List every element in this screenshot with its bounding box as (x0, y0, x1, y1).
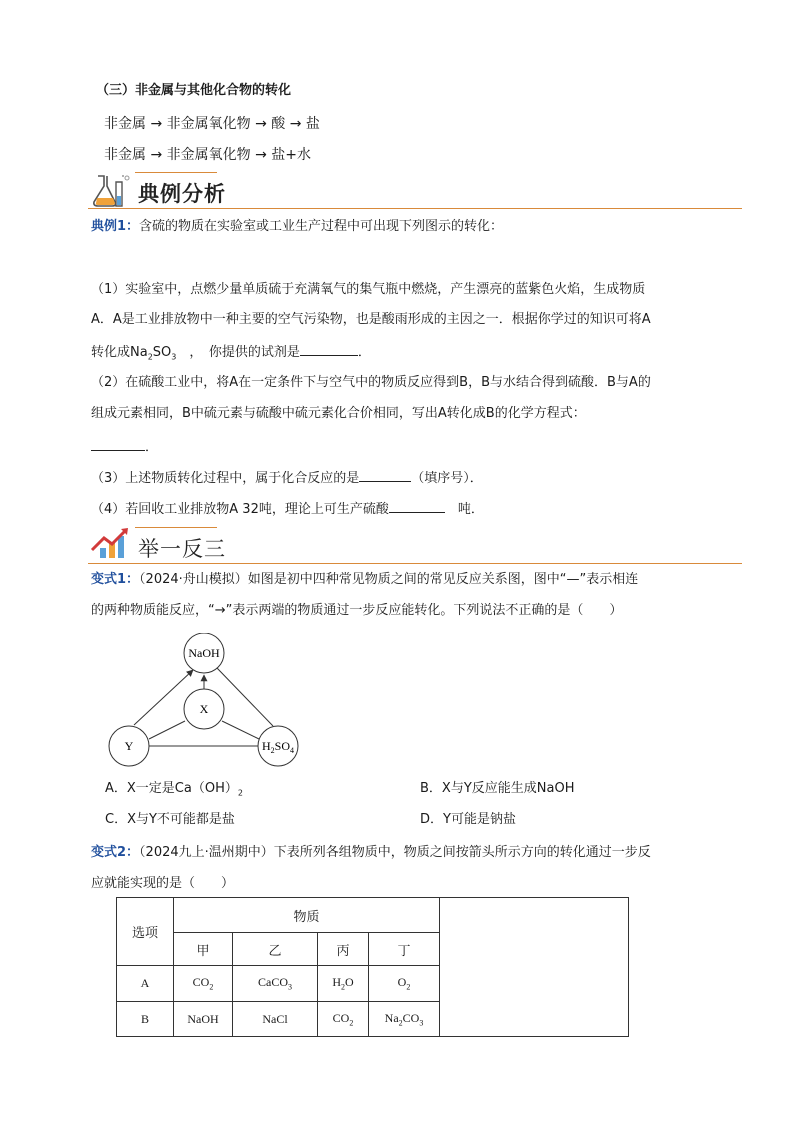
th-ding: 丁 (369, 933, 440, 966)
variant1-option-a[interactable]: A．X一定是$Ca(OH)_2$ (105, 781, 243, 798)
heading-practice: 举一反三 (138, 537, 226, 561)
answer-blank-1[interactable] (300, 341, 358, 356)
th-yi: 乙 (233, 933, 318, 966)
table-blank-cell (440, 898, 629, 1037)
conversion-chain-1: 非金属 → 非金属氧化物 → 酸 → 盐 (104, 116, 320, 132)
example1-q2-line1: （2）在硫酸工业中，将A在一定条件下与空气中的物质反应得到B，B与水结合得到硫酸．B与A的 (91, 375, 651, 390)
example1-q3: （3）上述物质转化过程中，属于化合反应的是 （填序号）． (91, 467, 742, 489)
variant2-line1: 变式2：（2024九上·温州期中）下表所列各组物质中，物质之间按箭头所示方向的转化通过一步反 (91, 845, 651, 860)
heading-top-rule (135, 172, 217, 173)
answer-blank-3[interactable] (359, 467, 411, 482)
reaction-diagram (105, 633, 305, 768)
example1-intro: 典例1：含硫的物质在实验室或工业生产过程中可出现下列图示的转化： (91, 219, 504, 234)
substance-table (116, 897, 629, 1037)
example1-q2-line2: 组成元素相同，B中硫元素与硫酸中硫元素化合价相同，写出A转化成B的化学方程式： (91, 406, 586, 421)
variant1-option-b[interactable]: B．X与Y反应能生成NaOH (420, 781, 575, 796)
th-substance: 物质 (174, 898, 440, 933)
heading-top-rule-2 (135, 527, 217, 528)
example1-q1-line1: （1）实验室中，点燃少量单质硫于充满氧气的集气瓶中燃烧，产生漂亮的蓝紫色火焰，生成物质 (91, 282, 646, 297)
node-h2so4-label: $H_2SO_4$ (262, 739, 295, 755)
heading-rule-example (88, 208, 742, 209)
node-x-label: X (199, 702, 209, 716)
flask-icon (90, 172, 134, 210)
variant2-line2: 应就能实现的是（ ） (91, 876, 235, 891)
node-y-label: Y (124, 739, 134, 753)
heading-example-analysis: 典例分析 (138, 182, 226, 206)
heading-rule-practice (88, 563, 742, 564)
variant1-label: 变式1： (91, 572, 140, 587)
variant1-option-d[interactable]: D．Y可能是钠盐 (420, 812, 516, 827)
variant1-line2: 的两种物质能反应，“→”表示两端的物质通过一步反应能转化。下列说法不正确的是（ ） (91, 603, 623, 618)
section-title: （三）非金属与其他化合物的转化 (96, 83, 292, 98)
table-row: A $CO_2$ CaCO$_3$ $H_2O$ $O_2$ (117, 966, 629, 1002)
th-jia: 甲 (174, 933, 233, 966)
example1-q1-line2: A．A是工业排放物中一种主要的空气污染物，也是酸雨形成的主因之一．根据你学过的知识可将A (91, 312, 651, 327)
table-row: B NaOH NaCl $CO_2$ $Na_2CO_3$ (117, 1002, 629, 1037)
variant1-line1: 变式1：（2024·舟山模拟）如图是初中四种常见物质之间的常见反应关系图，图中“—”表示相连 (91, 572, 639, 587)
node-naoh-label: NaOH (188, 646, 220, 660)
example1-q2-line3: ． (91, 436, 742, 458)
answer-blank-4[interactable] (389, 498, 445, 513)
example1-label: 典例1： (91, 219, 140, 234)
th-bing: 丙 (318, 933, 369, 966)
th-option: 选项 (117, 898, 174, 966)
variant1-option-c[interactable]: C．X与Y不可能都是盐 (105, 812, 235, 827)
conversion-chain-2: 非金属 → 非金属氧化物 → 盐+水 (104, 147, 311, 163)
variant2-label: 变式2： (91, 845, 140, 860)
answer-blank-2[interactable] (91, 436, 145, 451)
growth-chart-icon (90, 526, 134, 560)
example1-q1-line3: 转化成$Na_2SO_3$ ， 你提供的试剂是 ． (91, 341, 742, 368)
example1-q4: （4）若回收工业排放物A 32吨，理论上可生产硫酸 吨． (91, 498, 742, 520)
